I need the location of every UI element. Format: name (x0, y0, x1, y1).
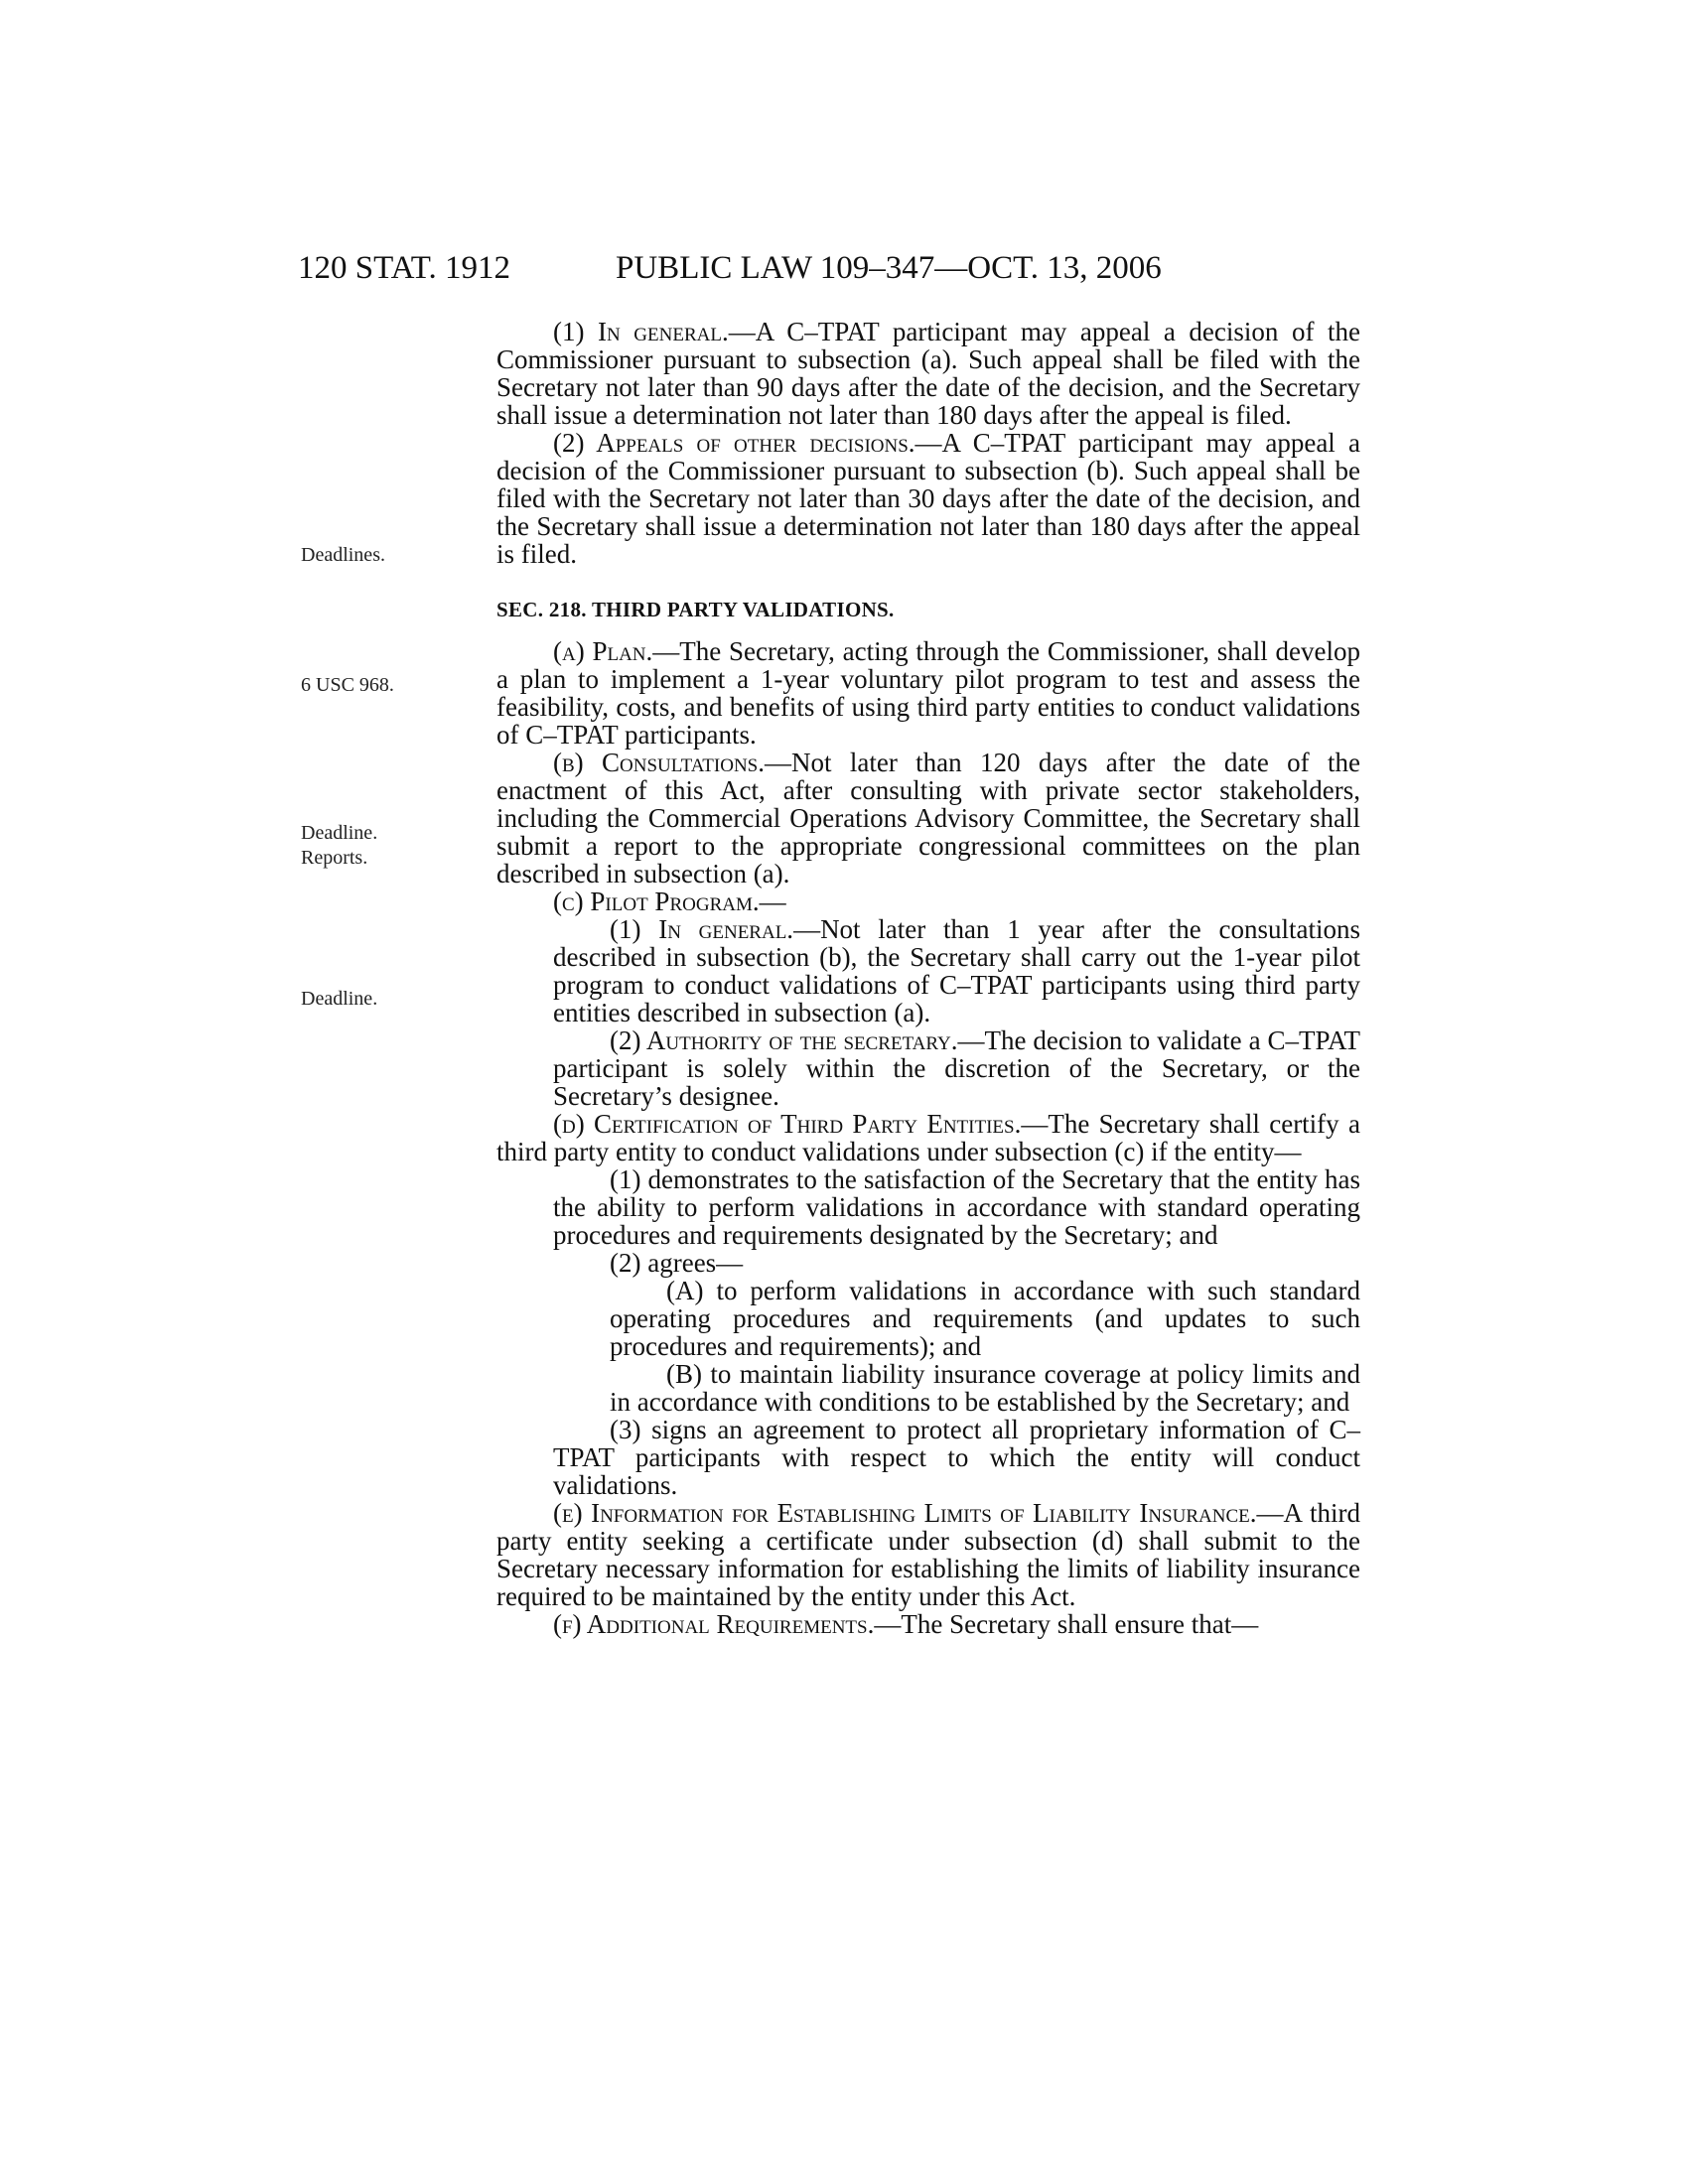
subsection-d: (d) Certification of Third Party Entities.—The Secretary shall certify a third party entity to conduct validations under subsection (c) if the entity— (496, 1109, 1360, 1166)
subsection-c-1: (1) In general.—Not later than 1 year after the consultations described in subsection (b), the Secretary shall carry out the 1-year pilot program to conduct validations of C–TPAT participants using third party entities described in subsection (a). (553, 914, 1360, 1027)
margin-note-deadlines: Deadlines. (301, 544, 385, 566)
paragraph-2: (2) Appeals of other decisions.—A C–TPAT participant may appeal a decision of the Commissioner pursuant to subsection (b). Such appeal shall be filed with the Secretary not later than 30 days after the date of the decision, and the Secretary shall issue a determination not later than 180 days after the appeal is filed. (496, 428, 1360, 569)
subsection-d-2-A: (A) to perform validations in accordance with such standard operating procedures and requirements (and updates to such procedures and requirements); and (610, 1276, 1360, 1361)
subsection-c-2: (2) Authority of the secretary.—The decision to validate a C–TPAT participant is solely within the discretion of the Secretary, or the Secretary’s designee. (553, 1025, 1360, 1111)
running-head: PUBLIC LAW 109–347—OCT. 13, 2006 (616, 250, 1162, 286)
margin-note-usc: 6 USC 968. (301, 674, 394, 696)
subsection-d-2-B: (B) to maintain liability insurance coverage at policy limits and in accordance with conditions to be established by the Secretary; and (610, 1359, 1360, 1417)
subsection-f: (f) Additional Requirements.—The Secretary shall ensure that— (553, 1609, 1259, 1639)
margin-note-deadline-2: Deadline. (301, 988, 378, 1010)
subsection-a: (a) Plan.—The Secretary, acting through the Commissioner, shall develop a plan to implement a 1-year voluntary pilot program to test and assess the feasibility, costs, and benefits of using third party entities to conduct validations of C–TPAT participants. (496, 636, 1360, 750)
paragraph-1: (1) In general.—A C–TPAT participant may appeal a decision of the Commissioner pursuant to subsection (a). Such appeal shall be filed with the Secretary not later than 90 days after the date of the decision, and the Secretary shall issue a determination not later than 180 days after the appeal is filed. (496, 317, 1360, 430)
section-heading: SEC. 218. THIRD PARTY VALIDATIONS. (496, 598, 895, 621)
subsection-c: (c) Pilot Program.— (553, 887, 786, 916)
margin-note-reports: Reports. (301, 847, 368, 869)
subsection-e: (e) Information for Establishing Limits of Liability Insurance.—A third party entity seeking a certificate under subsection (d) shall submit to the Secretary necessary information for establishing the limits of liability insurance required to be maintained by the entity under this Act. (496, 1498, 1360, 1611)
margin-note-deadline: Deadline. (301, 822, 378, 844)
document-body (496, 318, 1360, 1638)
subsection-d-2: (2) agrees— (610, 1248, 744, 1278)
page-stat-citation: 120 STAT. 1912 (298, 250, 511, 286)
subsection-d-3: (3) signs an agreement to protect all proprietary information of C–TPAT participants with respect to which the entity will conduct validations. (553, 1415, 1360, 1500)
subsection-d-1: (1) demonstrates to the satisfaction of the Secretary that the entity has the ability to perform validations in accordance with standard operating procedures and requirements designated by the Secretary; and (553, 1164, 1360, 1250)
subsection-b: (b) Consultations.—Not later than 120 days after the date of the enactment of this Act, after consulting with private sector stakeholders, including the Commercial Operations Advisory Committee, the Secretary shall submit a report to the appropriate congressional committees on the plan described in subsection (a). (496, 748, 1360, 888)
